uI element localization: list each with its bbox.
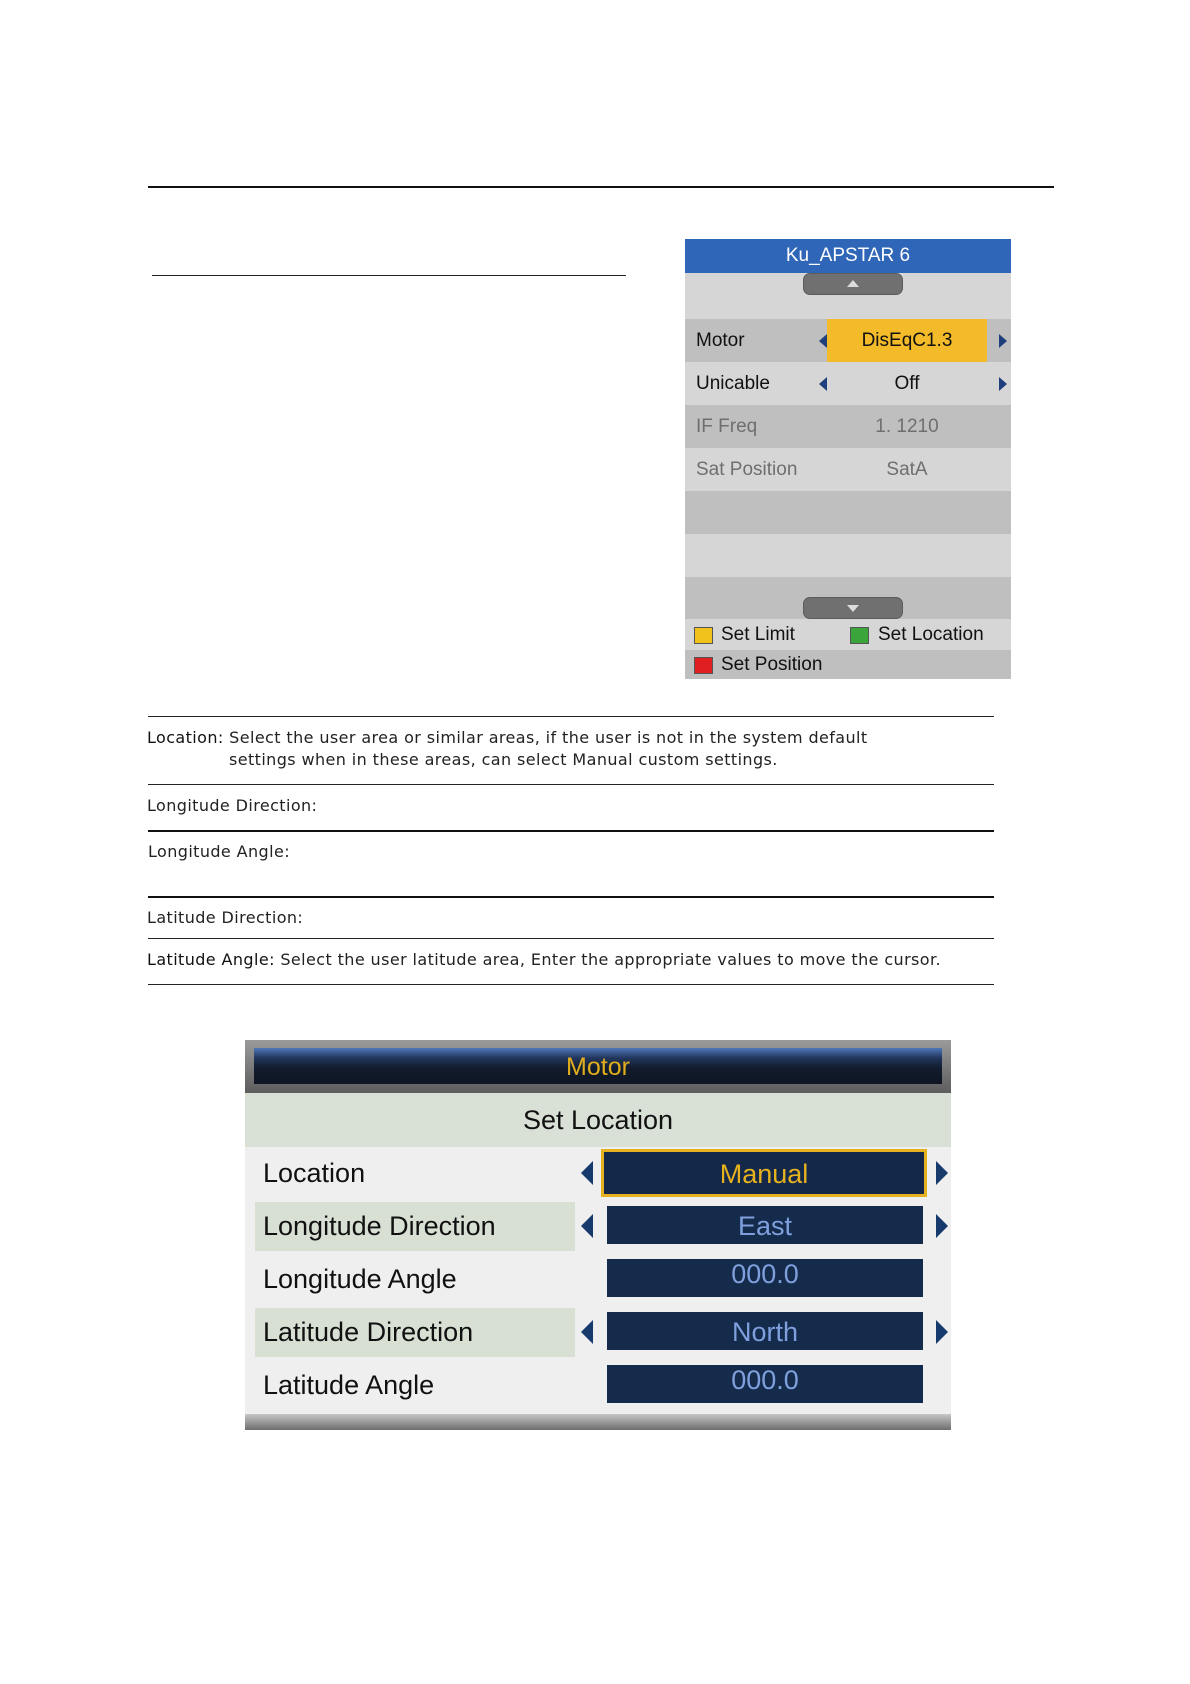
if-freq-label: IF Freq [696, 416, 758, 437]
table-rule [148, 716, 994, 717]
location-term: Location: [147, 728, 224, 747]
longitude-direction-row[interactable] [245, 1200, 951, 1253]
arrow-left-icon[interactable] [581, 1214, 593, 1238]
longitude-direction-value[interactable]: East [607, 1206, 923, 1244]
set-position-label[interactable]: Set Position [721, 654, 823, 675]
latitude-direction-term: Latitude Direction: [147, 908, 304, 927]
yellow-key-icon [694, 627, 713, 644]
section-rule [152, 275, 626, 276]
arrow-left-icon[interactable] [581, 1320, 593, 1344]
longitude-direction-label: Longitude Direction [255, 1202, 575, 1251]
unicable-value[interactable]: Off [894, 373, 920, 394]
latitude-angle-input[interactable]: 000.0 [607, 1365, 923, 1403]
location-description [147, 728, 997, 747]
scroll-up-button[interactable] [803, 273, 903, 295]
dialog-subtitle: Set Location [245, 1093, 951, 1147]
longitude-angle-input[interactable]: 000.0 [607, 1259, 923, 1297]
arrow-left-icon[interactable] [581, 1161, 593, 1185]
arrow-right-icon[interactable] [936, 1214, 948, 1238]
arrow-right-icon[interactable] [999, 377, 1007, 391]
location-text-line1: Select the user area or similar areas, if the user is not in the system default [229, 728, 868, 747]
latitude-direction-row[interactable] [245, 1306, 951, 1359]
scroll-down-button[interactable] [803, 597, 903, 619]
page-top-rule [148, 186, 1054, 188]
latitude-angle-text: Select the user latitude area, Enter the appropriate values to move the cursor. [280, 950, 941, 969]
table-rule [148, 984, 994, 985]
empty-row [685, 534, 1011, 577]
motor-set-location-dialog [245, 1040, 951, 1430]
dialog-title: Motor [254, 1048, 942, 1084]
legend-row [685, 650, 1011, 679]
dialog-frame-bottom [245, 1414, 951, 1430]
set-location-label[interactable]: Set Location [878, 624, 984, 645]
latitude-angle-description [147, 950, 997, 969]
if-freq-row [685, 405, 1011, 448]
longitude-angle-label: Longitude Angle [263, 1264, 457, 1294]
arrow-right-icon[interactable] [936, 1320, 948, 1344]
unicable-label: Unicable [696, 373, 770, 394]
chevron-down-icon [847, 605, 859, 612]
chevron-up-icon [847, 280, 859, 287]
latitude-angle-label: Latitude Angle [263, 1370, 435, 1400]
sat-position-value: SatA [886, 459, 928, 480]
location-row[interactable] [245, 1147, 951, 1200]
legend-row [685, 619, 1011, 650]
location-value[interactable]: Manual [601, 1149, 927, 1197]
location-label: Location [263, 1158, 366, 1188]
set-limit-label[interactable]: Set Limit [721, 624, 795, 645]
unicable-row[interactable] [685, 362, 1011, 405]
sat-position-row [685, 448, 1011, 491]
arrow-right-icon[interactable] [999, 334, 1007, 348]
latitude-angle-row[interactable] [245, 1359, 951, 1412]
motor-row[interactable] [685, 319, 1011, 362]
empty-row [685, 491, 1011, 534]
table-rule [148, 938, 994, 939]
if-freq-value: 1. 1210 [875, 416, 939, 437]
longitude-direction-term: Longitude Direction: [147, 796, 318, 815]
motor-value[interactable]: DisEqC1.3 [827, 319, 987, 362]
table-rule [148, 896, 994, 898]
arrow-right-icon[interactable] [936, 1161, 948, 1185]
table-rule [148, 830, 994, 832]
sat-position-label: Sat Position [696, 459, 798, 480]
dialog-frame [245, 1040, 951, 1093]
longitude-angle-term: Longitude Angle: [148, 842, 290, 861]
arrow-left-icon[interactable] [819, 377, 827, 391]
arrow-left-icon[interactable] [819, 334, 827, 348]
red-key-icon [694, 657, 713, 674]
motor-label: Motor [696, 330, 745, 351]
satellite-settings-panel [685, 239, 1011, 679]
longitude-angle-row[interactable] [245, 1253, 951, 1306]
location-description-line2: settings when in these areas, can select Manual custom settings. [229, 750, 778, 769]
latitude-direction-label: Latitude Direction [255, 1308, 575, 1357]
latitude-direction-value[interactable]: North [607, 1312, 923, 1350]
table-rule [148, 784, 994, 785]
panel-title: Ku_APSTAR 6 [685, 239, 1011, 273]
green-key-icon [850, 627, 869, 644]
latitude-angle-term: Latitude Angle: [147, 950, 275, 969]
